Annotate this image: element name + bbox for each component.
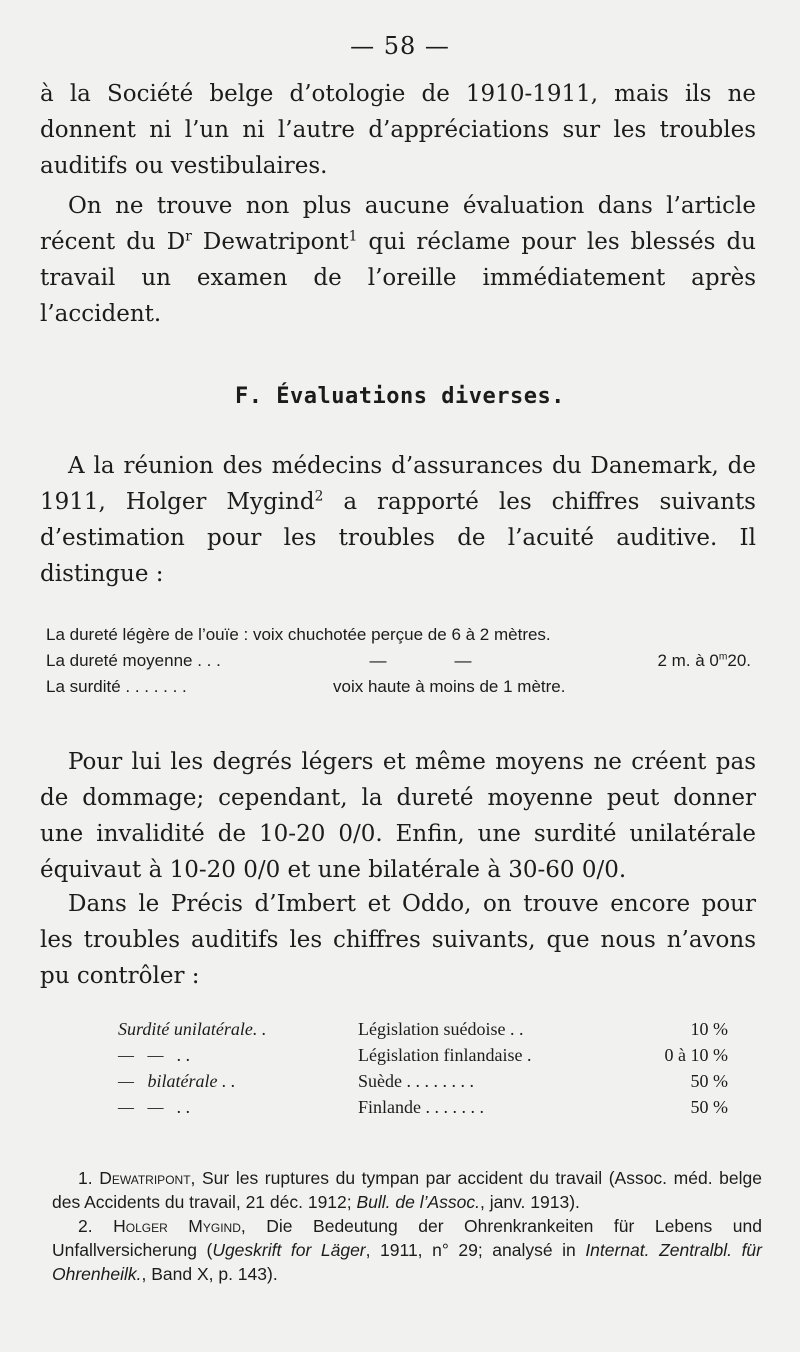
paragraph-2 [40,188,756,332]
table-row: — — . . Législation finlandaise . 0 à 10 % [118,1045,728,1065]
paragraph-4-text: Pour lui les degrés légers et même moyens ne créent pas de dommage; cependant, la dureté moyenne peut donner une invalidité de 10-20 0/0. Enfin, une surdité unilatérale équivaut à 10-20 0/0 et une bilatérale à 30-60 0/0. [40,749,756,883]
paragraph-4 [40,744,756,888]
paragraph-3 [40,448,756,592]
deafness-table [118,1016,728,1120]
table-row: — — . . Finlande . . . . . . . 50 % [118,1097,728,1117]
scale-row-medium: La dureté moyenne . . . — — 2 m. à 0$^m$20. [46,651,751,670]
hearing-scale [46,622,761,700]
doctor-superscript: r [185,228,192,245]
page-number: — 58 — [350,32,450,60]
paragraph-5 [40,886,756,994]
section-title: F. Évaluations diverses. [235,384,565,409]
paragraph-3-text: A la réunion des médecins d’assurances du Danemark, de 1911, Holger Mygind$^2$ a rapporté les chiffres suivants d’estimation pour les troubles de l’acuité auditive. Il distingue : [40,453,756,587]
paragraph-1-text: à la Société belge d’otologie de 1910-1911, mais ils ne donnent ni l’un ni l’autre d’appréciations sur les troubles auditifs ou vestibulaires. [40,81,756,179]
paragraph-2-text: On ne trouve non plus aucune évaluation dans l’article récent du $D^r$ Dewatripont$^1$ qui réclame pour les blessés du travail un examen de l’oreille immédiatement après l’accident. [40,193,756,327]
paragraph-1 [40,76,756,184]
footnote-ref-1: 1 [348,228,358,245]
scale-row-light: La dureté légère de l’ouïe : voix chuchotée perçue de 6 à 2 mètres. [46,625,551,644]
table-row: — bilatérale . . Suède . . . . . . . . 50 % [118,1071,728,1091]
footnote-ref-2: 2 [314,488,324,505]
table-row: Surdité unilatérale. . Législation suédoise . . 10 % [118,1019,728,1039]
scale-row-deaf: La surdité . . . . . . . voix haute à moins de 1 mètre. [46,677,566,696]
footnotes [52,1166,762,1286]
footnote-1: 1. Dewatripont, Sur les ruptures du tympan par accident du travail (Assoc. méd. belge des Accidents du travail, 21 déc. 1912; Bull. de l’Assoc., janv. 1913). [52,1168,762,1212]
paragraph-5-text: Dans le Précis d’Imbert et Oddo, on trouve encore pour les troubles auditifs les chiffres suivants, que nous n’avons pu contrôler : [40,891,756,989]
footnote-2: 2. Holger Mygind, Die Bedeutung der Ohrenkrankeiten für Lebens und Unfallversicherung (Ugeskrift for Läger, 1911, n° 29; analysé in Internat. Zentralbl. für Ohrenheilk., Band X, p. 143). [52,1216,762,1284]
